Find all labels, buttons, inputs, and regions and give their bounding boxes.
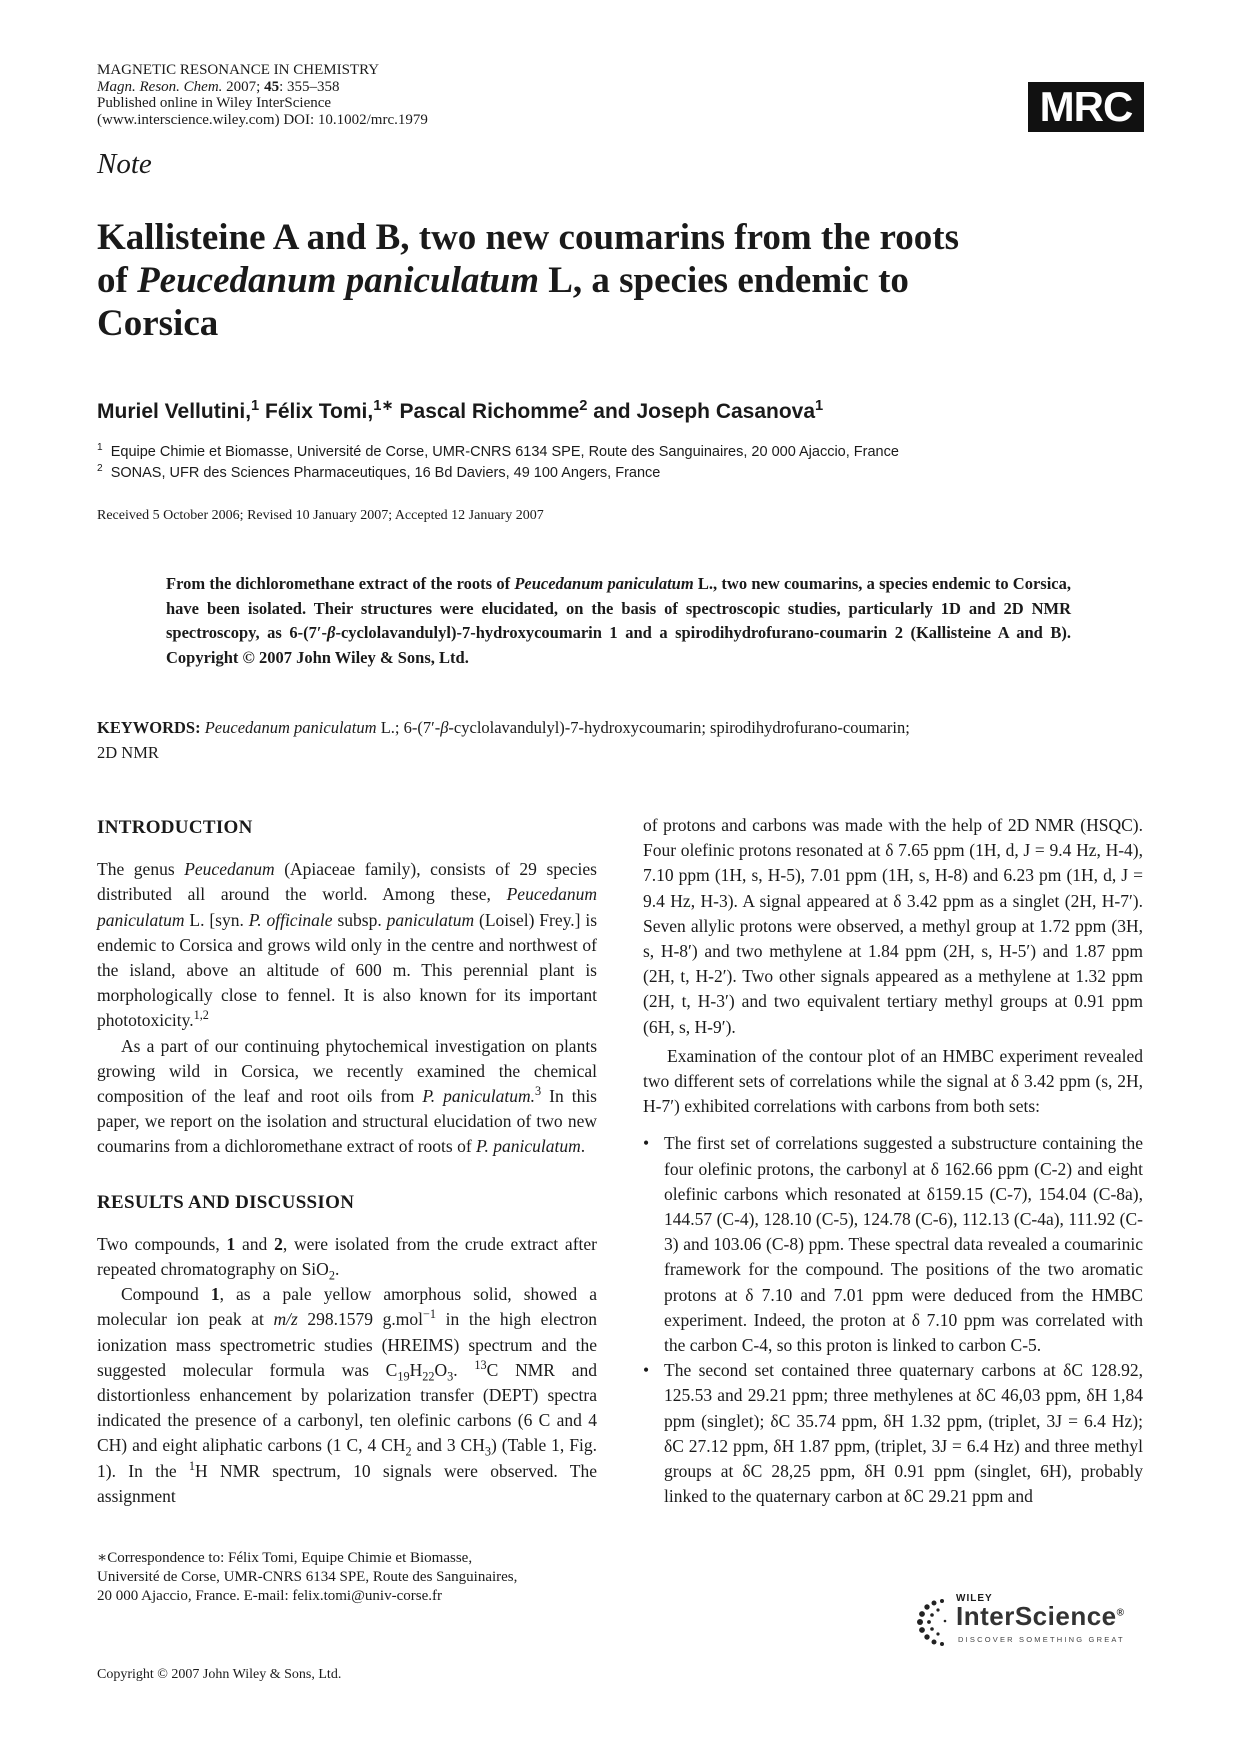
- journal-header: [97, 62, 428, 128]
- author: Félix Tomi,: [265, 400, 374, 423]
- author: Muriel Vellutini,: [97, 400, 252, 423]
- affiliation-2: $^2$ SONAS, UFR des Sciences Pharmaceutiques, 16 Bd Daviers, 49 100 Angers, France: [97, 463, 661, 481]
- doi-line: (www.interscience.wiley.com) DOI: 10.1002/mrc.1979: [97, 111, 428, 128]
- right-column: [643, 813, 1143, 1509]
- author: Pascal Richomme: [399, 400, 580, 423]
- list-item: • The second set contained three quaternary carbons at δC 128.92, 125.53 and 29.21 ppm; three methylenes at δC 46,03 ppm, δH 1,84 ppm (singlet); δC 35.74 ppm, δH 1.32 ppm, (triplet, 3J = 6.4 Hz); δC 27.12 ppm, δH 1.87 ppm, (triplet, 3J = 6.4 Hz) and three methyl groups at δC 28,25 ppm, δH 0.91 ppm (singlet, 6H), probably linked to the quaternary carbon at δC 29.21 ppm and: [643, 1358, 1143, 1509]
- received-dates: Received 5 October 2006; Revised 10 January 2007; Accepted 12 January 2007: [97, 508, 544, 523]
- section-heading-introduction: INTRODUCTION: [97, 817, 253, 838]
- citation: Magn. Reson. Chem. 2007; 45: 355–358: [97, 78, 340, 95]
- correspondence-footnote: ∗Correspondence to: Félix Tomi, Equipe Chimie et Biomasse, Université de Corse, UMR-CNRS 6134 SPE, Route des Sanguinaires, 20 000 Ajaccio, France. E-mail: felix.tomi@univ-corse.fr: [97, 1550, 518, 1604]
- paragraph: Two compounds, 1 and 2, were isolated from the crude extract after repeated chromatography on SiO$_2$.: [97, 1233, 597, 1283]
- mrc-logo: MRC: [1028, 82, 1144, 132]
- copyright-notice: Copyright © 2007 John Wiley & Sons, Ltd.: [97, 1667, 342, 1682]
- article-title: Kallisteine A and B, two new coumarins from the roots of Peucedanum paniculatum L, a species endemic to Corsica: [97, 217, 959, 344]
- interscience-wordmark: InterScience®: [956, 1601, 1125, 1631]
- published-online: Published online in Wiley InterScience: [97, 95, 332, 111]
- keywords: KEYWORDS: Peucedanum paniculatum L.; 6-(7′-β-cyclolavandulyl)-7-hydroxycoumarin; spirodihydrofurano-coumarin; 2D NMR: [97, 718, 910, 762]
- paragraph: Compound 1, as a pale yellow amorphous solid, showed a molecular ion peak at m/z 298.1579 g.mol$^{-1}$ in the high electron ionization mass spectrometric studies (HREIMS) spectrum and the suggested molecular formula was $C_{19}H_{22}O_3$. $^{13}$C NMR and distortionless enhancement by polarization transfer (DEPT) spectra indicated the presence of a carbonyl, ten olefinic carbons (6 C and 4 CH) and eight aliphatic carbons (1 C, 4 $CH_2$ and 3 $CH_3$) (Table 1, Fig. 1). In the $^1$H NMR spectrum, 10 signals were observed. The assignment: [97, 1284, 598, 1506]
- abstract: From the dichloromethane extract of the roots of Peucedanum paniculatum L., two new coumarins, a species endemic to Corsica, have been isolated. Their structures were elucidated, on the basis of spectroscopic studies, particularly 1D and 2D NMR spectroscopy, as 6-(7′-β-cyclolavandulyl)-7-hydroxycoumarin 1 and a spirodihydrofurano-coumarin 2 (Kallisteine A and B). Copyright © 2007 John Wiley & Sons, Ltd.: [166, 574, 1072, 667]
- paragraph: The genus Peucedanum (Apiaceae family), consists of 29 species distributed all around the world. Among these, Peucedanum paniculatum L. [syn. P. officinale subsp. paniculatum (Loisel) Frey.] is endemic to Corsica and grows wild only in the centre and northwest of the island, above an altitude of 600 m. This perennial plant is morphologically close to fennel. It is also known for its important phototoxicity.$^{1,2}$: [97, 859, 598, 1031]
- section-heading-results: RESULTS AND DISCUSSION: [97, 1191, 355, 1213]
- journal-name: MAGNETIC RESONANCE IN CHEMISTRY: [97, 62, 380, 78]
- author: and Joseph Casanova: [593, 400, 816, 423]
- article-type: Note: [97, 148, 152, 180]
- author-list: Muriel Vellutini,$^1$ Félix Tomi,$^{1∗}$ Pascal Richomme$^2$ and Joseph Casanova$^1$: [97, 398, 824, 423]
- wiley-tagline: DISCOVER SOMETHING GREAT: [958, 1635, 1125, 1644]
- paragraph: Examination of the contour plot of an HMBC experiment revealed two different sets of correlations while the signal at δ 3.42 ppm (s, 2H, H-7′) exhibited correlations with carbons from both sets:: [643, 1045, 1143, 1117]
- left-column: [97, 815, 597, 1509]
- affiliation-1: $^1$ Equipe Chimie et Biomasse, Université de Corse, UMR-CNRS 6134 SPE, Route des Sanguinaires, 20 000 Ajaccio, France: [97, 442, 899, 460]
- paragraph: As a part of our continuing phytochemical investigation on plants growing wild in Corsica, we recently examined the chemical composition of the leaf and root oils from P. paniculatum.$^3$ In this paper, we report on the isolation and structural elucidation of two new coumarins from a dichloromethane extract of roots of P. paniculatum.: [97, 1035, 597, 1157]
- paragraph: of protons and carbons was made with the help of 2D NMR (HSQC). Four olefinic protons resonated at δ 7.65 ppm (1H, d, J = 9.4 Hz, H-4), 7.10 ppm (1H, s, H-5), 7.01 ppm (1H, s, H-8) and 6.23 pm (1H, d, J = 9.4 Hz, H-3). A signal appeared at δ 3.42 ppm as a singlet (2H, H-7′). Seven allylic protons were observed, a methyl group at 1.72 ppm (3H, s, H-8′) and two methylene at 1.84 ppm (2H, s, H-5′) and 1.87 ppm (2H, t, H-2′). Two other signals appeared as a methylene at 1.32 ppm (2H, t, H-3′) and two equivalent tertiary methyl groups at 0.91 ppm (6H, s, H-9′).: [643, 815, 1143, 1037]
- wiley-interscience-logo: [912, 1593, 1142, 1653]
- list-item: • The first set of correlations suggested a substructure containing the four olefinic protons, the carbonyl at δ 162.66 ppm (C-2) and eight olefinic carbons which resonated at δ159.15 (C-7), 154.04 (C-8a), 144.57 (C-4), 128.10 (C-5), 124.78 (C-6), 112.13 (C-4a), 111.92 (C-3) and 103.06 (C-8) ppm. These spectral data revealed a coumarinic framework for the compound. The positions of the two aromatic protons at δ 7.10 and 7.01 ppm were deduced from the HMBC experiment. Indeed, the proton at δ 7.10 ppm was correlated with the carbon C-4, so this proton is linked to carbon C-5.: [643, 1131, 1143, 1358]
- dots-swirl-icon: [912, 1595, 952, 1651]
- wiley-wordmark: WILEY: [956, 1593, 993, 1604]
